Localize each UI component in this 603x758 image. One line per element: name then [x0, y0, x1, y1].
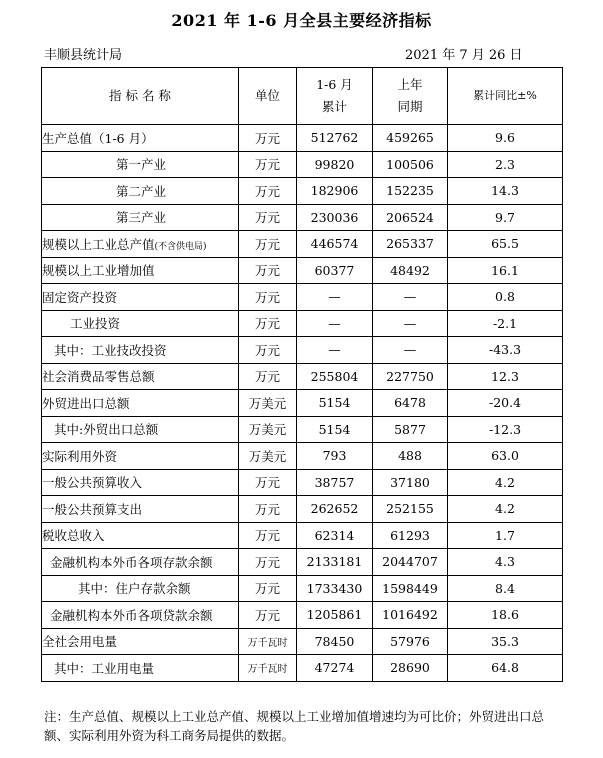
header-name: 指 标 名 称 — [42, 68, 239, 125]
indicator-name: 第二产业 — [116, 183, 167, 199]
indicator-name-cell — [42, 310, 239, 337]
indicator-name: 一般公共预算收入 — [42, 475, 143, 491]
previous-value-cell: 100506 — [373, 151, 448, 178]
indicator-name-cell — [42, 416, 239, 443]
change-percent-cell: 18.6 — [448, 602, 563, 629]
indicator-name-cell — [42, 363, 239, 390]
previous-value-cell: 48492 — [373, 257, 448, 284]
unit-cell: 万元 — [239, 549, 297, 576]
current-value-cell: 78450 — [297, 628, 373, 655]
current-value-cell: 5154 — [297, 390, 373, 417]
indicator-name: 工业投资 — [70, 316, 121, 332]
current-value-cell: 1733430 — [297, 575, 373, 602]
indicator-name-cell — [42, 443, 239, 470]
change-percent-cell: -43.3 — [448, 337, 563, 364]
table-row — [42, 390, 563, 417]
header-prev — [373, 68, 448, 125]
indicator-name-cell — [42, 257, 239, 284]
change-percent-cell: 16.1 — [448, 257, 563, 284]
change-percent-cell: -12.3 — [448, 416, 563, 443]
current-value-cell: 62314 — [297, 522, 373, 549]
table-row — [42, 522, 563, 549]
unit-cell: 万元 — [239, 125, 297, 152]
table-row — [42, 204, 563, 231]
table-row — [42, 602, 563, 629]
header-prev-line2: 同期 — [397, 99, 423, 114]
change-percent-cell: 2.3 — [448, 151, 563, 178]
current-value-cell: 793 — [297, 443, 373, 470]
current-value-cell: 38757 — [297, 469, 373, 496]
previous-value-cell: 2044707 — [373, 549, 448, 576]
indicator-name-cell — [42, 204, 239, 231]
previous-value-cell: 37180 — [373, 469, 448, 496]
previous-value-cell: — — [373, 310, 448, 337]
indicator-name: 税收总收入 — [42, 528, 105, 544]
table-row — [42, 125, 563, 152]
indicator-name-cell — [42, 496, 239, 523]
unit-cell: 万元 — [239, 363, 297, 390]
table-row — [42, 151, 563, 178]
current-value-cell: — — [297, 284, 373, 311]
previous-value-cell: 252155 — [373, 496, 448, 523]
unit-cell: 万元 — [239, 310, 297, 337]
unit-cell: 万千瓦时 — [239, 655, 297, 682]
change-percent-cell: 8.4 — [448, 575, 563, 602]
header-unit: 单位 — [239, 68, 297, 125]
indicator-name: 金融机构本外币各项贷款余额 — [50, 607, 213, 623]
current-value-cell: 182906 — [297, 178, 373, 205]
unit-cell: 万元 — [239, 257, 297, 284]
indicator-table — [41, 67, 563, 682]
indicator-name-cell — [42, 469, 239, 496]
current-value-cell: 255804 — [297, 363, 373, 390]
current-value-cell: 446574 — [297, 231, 373, 258]
change-percent-cell: 65.5 — [448, 231, 563, 258]
current-value-cell: 5154 — [297, 416, 373, 443]
previous-value-cell: 28690 — [373, 655, 448, 682]
indicator-name: 其中:外贸出口总额 — [54, 422, 159, 438]
current-value-cell: 60377 — [297, 257, 373, 284]
unit-cell: 万元 — [239, 204, 297, 231]
current-value-cell: 47274 — [297, 655, 373, 682]
indicator-name-cell — [42, 549, 239, 576]
table-row — [42, 178, 563, 205]
indicator-name: 生产总值（1-6 月） — [42, 130, 154, 146]
unit-cell: 万元 — [239, 496, 297, 523]
change-percent-cell: 0.8 — [448, 284, 563, 311]
indicator-name-cell — [42, 390, 239, 417]
change-percent-cell: 9.6 — [448, 125, 563, 152]
footnote: 注：生产总值、规模以上工业总产值、规模以上工业增加值增速均为可比价；外贸进出口总额、实际利用外资为科工商务局提供的数据。 — [44, 709, 545, 743]
indicator-name-cell — [42, 125, 239, 152]
unit-cell: 万美元 — [239, 443, 297, 470]
page-title: 2021 年 1-6 月全县主要经济指标 — [171, 11, 432, 30]
table-row — [42, 257, 563, 284]
previous-value-cell: 206524 — [373, 204, 448, 231]
previous-value-cell: 265337 — [373, 231, 448, 258]
indicator-name-cell — [42, 337, 239, 364]
table-row — [42, 628, 563, 655]
indicator-name-cell — [42, 231, 239, 258]
indicator-name: 全社会用电量 — [42, 634, 118, 650]
change-percent-cell: 1.7 — [448, 522, 563, 549]
indicator-name-cell — [42, 628, 239, 655]
indicator-name: 其中：住户存款余额 — [78, 581, 191, 597]
change-percent-cell: 9.7 — [448, 204, 563, 231]
current-value-cell: 2133181 — [297, 549, 373, 576]
previous-value-cell: — — [373, 284, 448, 311]
previous-value-cell: 6478 — [373, 390, 448, 417]
table-row — [42, 310, 563, 337]
indicator-name: 规模以上工业增加值 — [42, 263, 155, 279]
unit-cell: 万千瓦时 — [239, 628, 297, 655]
indicator-name-cell — [42, 602, 239, 629]
previous-value-cell: — — [373, 337, 448, 364]
unit-cell: 万元 — [239, 231, 297, 258]
unit-cell: 万元 — [239, 602, 297, 629]
change-percent-cell: 35.3 — [448, 628, 563, 655]
publish-date: 2021 年 7 月 26 日 — [405, 48, 523, 63]
indicator-name: 其中：工业技改投资 — [54, 342, 167, 358]
current-value-cell: — — [297, 337, 373, 364]
change-percent-cell: 4.2 — [448, 496, 563, 523]
current-value-cell: 1205861 — [297, 602, 373, 629]
header-change: 累计同比±% — [448, 68, 563, 125]
indicator-name: 其中：工业用电量 — [54, 660, 155, 676]
indicator-name: 固定资产投资 — [42, 289, 118, 305]
table-row — [42, 284, 563, 311]
unit-cell: 万元 — [239, 522, 297, 549]
unit-cell: 万元 — [239, 469, 297, 496]
unit-cell: 万元 — [239, 337, 297, 364]
unit-cell: 万美元 — [239, 416, 297, 443]
change-percent-cell: 12.3 — [448, 363, 563, 390]
table-row — [42, 496, 563, 523]
previous-value-cell: 1016492 — [373, 602, 448, 629]
previous-value-cell: 1598449 — [373, 575, 448, 602]
previous-value-cell: 57976 — [373, 628, 448, 655]
table-row — [42, 416, 563, 443]
unit-cell: 万元 — [239, 178, 297, 205]
table-row — [42, 549, 563, 576]
current-value-cell: 262652 — [297, 496, 373, 523]
unit-cell: 万美元 — [239, 390, 297, 417]
table-row — [42, 655, 563, 682]
current-value-cell: — — [297, 310, 373, 337]
indicator-name-cell — [42, 522, 239, 549]
current-value-cell: 230036 — [297, 204, 373, 231]
indicator-name: 一般公共预算支出 — [42, 501, 143, 517]
previous-value-cell: 459265 — [373, 125, 448, 152]
header-current-line1: 1-6 月 — [316, 77, 353, 92]
unit-cell: 万元 — [239, 151, 297, 178]
current-value-cell: 512762 — [297, 125, 373, 152]
change-percent-cell: 14.3 — [448, 178, 563, 205]
change-percent-cell: 64.8 — [448, 655, 563, 682]
table-row — [42, 337, 563, 364]
table-row — [42, 443, 563, 470]
header-current — [297, 68, 373, 125]
indicator-name: 第一产业 — [116, 157, 167, 173]
indicator-name: 金融机构本外币各项存款余额 — [50, 554, 213, 570]
previous-value-cell: 61293 — [373, 522, 448, 549]
publisher-name: 丰顺县统计局 — [44, 48, 123, 63]
indicator-name-cell — [42, 575, 239, 602]
change-percent-cell: -2.1 — [448, 310, 563, 337]
indicator-name: 规模以上工业总产值 — [42, 236, 155, 252]
table-row — [42, 231, 563, 258]
header-prev-line1: 上年 — [397, 77, 423, 92]
table-row — [42, 363, 563, 390]
previous-value-cell: 152235 — [373, 178, 448, 205]
table-row — [42, 575, 563, 602]
previous-value-cell: 227750 — [373, 363, 448, 390]
indicator-name-cell — [42, 178, 239, 205]
table-body — [42, 125, 563, 682]
indicator-name: 实际利用外资 — [42, 448, 118, 464]
change-percent-cell: -20.4 — [448, 390, 563, 417]
current-value-cell: 99820 — [297, 151, 373, 178]
unit-cell: 万元 — [239, 575, 297, 602]
table-header-row — [42, 68, 563, 125]
indicator-name: 社会消费品零售总额 — [42, 369, 155, 385]
previous-value-cell: 5877 — [373, 416, 448, 443]
indicator-name-cell — [42, 284, 239, 311]
indicator-name: 外贸进出口总额 — [42, 395, 130, 411]
table-row — [42, 469, 563, 496]
indicator-name-cell — [42, 655, 239, 682]
change-percent-cell: 4.2 — [448, 469, 563, 496]
change-percent-cell: 63.0 — [448, 443, 563, 470]
indicator-name-cell — [42, 151, 239, 178]
unit-cell: 万元 — [239, 284, 297, 311]
header-current-line2: 累计 — [321, 99, 347, 114]
indicator-name-note: (不含供电局) — [154, 241, 207, 252]
indicator-name: 第三产业 — [116, 210, 167, 226]
previous-value-cell: 488 — [373, 443, 448, 470]
change-percent-cell: 4.3 — [448, 549, 563, 576]
